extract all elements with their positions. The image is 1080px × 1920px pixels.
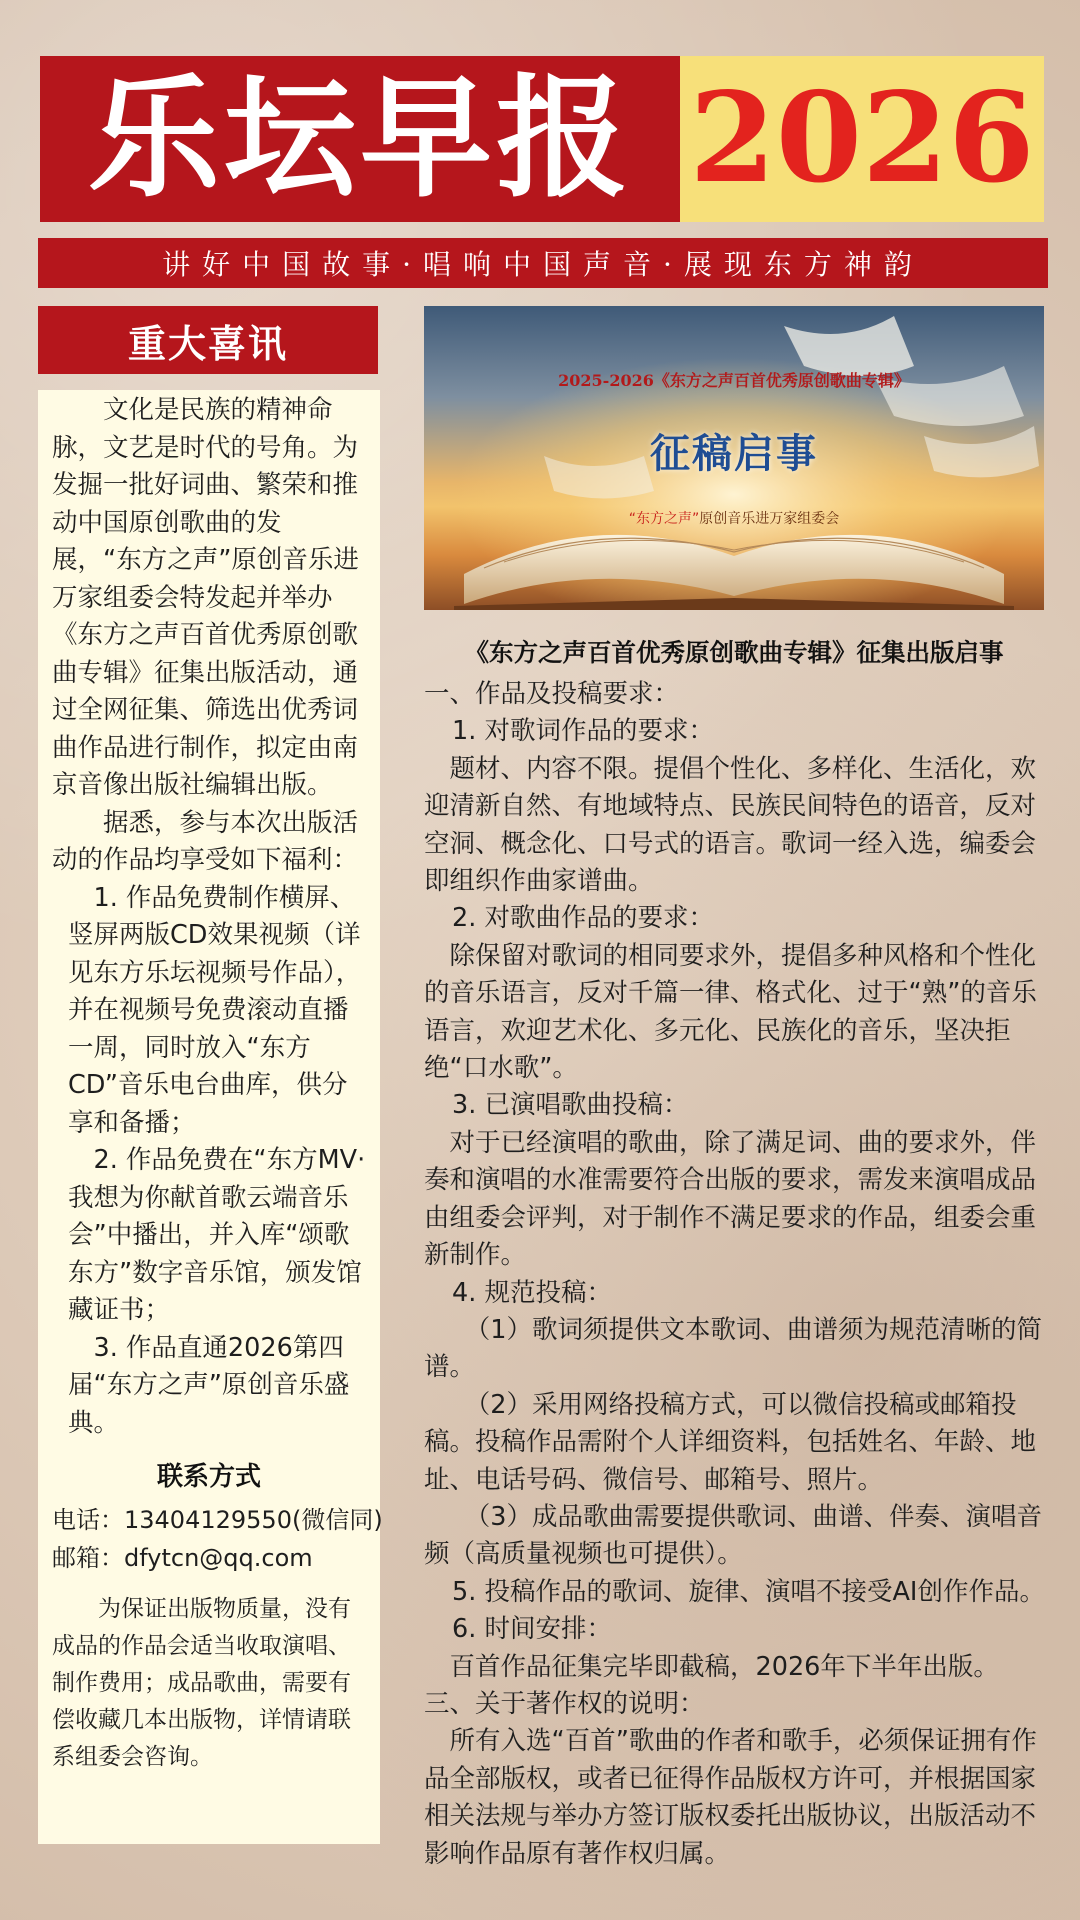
subsection-heading: 3. 已演唱歌曲投稿： (452, 1090, 689, 1121)
subsection-body: 除保留对歌词的相同要求外，提倡多种风格和个性化的音乐语言，反对千篇一律、格式化、过于“熟”的音乐语言，欢迎艺术化、多元化、民族化的音乐，坚决拒绝“口水歌”。 (424, 940, 1037, 1084)
fee-note: 为保证出版物质量，没有成品的作品会适当收取演唱、制作费用；成品歌曲，需要有偿收藏几本出版物，详情请联系组委会咨询。 (52, 1596, 351, 1770)
left-section-header (38, 306, 378, 374)
benefits-intro: 据悉，参与本次出版活动的作品均享受如下福利： (52, 807, 359, 875)
intro-paragraph: 文化是民族的精神命脉，文艺是时代的号角。为发掘一批好词曲、繁荣和推动中国原创歌曲的发展，“东方之声”原创音乐进万家组委会特发起并举办《东方之声百首优秀原创歌曲专辑》征集出版活动，通过全网征集、筛选出优秀词曲作品进行制作，拟定由南京音像出版社编辑出版。 (52, 395, 359, 800)
hero-organizer-rest: 原创音乐进万家组委会 (699, 511, 840, 527)
hero-organizer (424, 508, 1044, 528)
subsection-heading: 6. 时间安排： (452, 1614, 612, 1645)
submission-rule: （3）成品歌曲需要提供歌词、曲谱、伴奏、演唱音频（高质量视频也可提供）。 (424, 1501, 1043, 1570)
masthead-year: 2026 (689, 66, 1035, 211)
masthead-title: 乐坛早报 (88, 62, 632, 216)
benefits-list (52, 880, 366, 1443)
contact-email: 邮箱：dfytcn@qq.com (52, 1544, 313, 1572)
subsection-heading: 2. 对歌曲作品的要求： (452, 903, 714, 934)
article-title: 《东方之声百首优秀原创歌曲专辑》征集出版启事 (464, 638, 1004, 667)
subsection-heading: 5. 投稿作品的歌词、旋律、演唱不接受AI创作作品。 (452, 1576, 1045, 1607)
benefit-item: 1. 作品免费制作横屏、竖屏两版CD效果视频（详见东方乐坛视频号作品），并在视频号免费滚动直播一周，同时放入“东方CD”音乐电台曲库，供分享和备播； (68, 882, 362, 1138)
left-section-header-text: 重大喜讯 (127, 320, 288, 366)
contact-phone: 电话：13404129550(微信同) (52, 1506, 383, 1534)
masthead-title-block (40, 56, 680, 222)
hero-title: 征稿启事 (650, 430, 818, 477)
slogan-text: 讲好中国故事·唱响中国声音·展现东方神韵 (162, 248, 924, 281)
benefit-item: 3. 作品直通2026第四届“东方之声”原创音乐盛典。 (68, 1332, 350, 1438)
article-body (424, 676, 1048, 1873)
benefit-item: 2. 作品免费在“东方MV·我想为你献首歌云端音乐会”中播出，并入库“颂歌东方”数字音乐馆，颁发馆藏证书； (68, 1145, 366, 1325)
contact-title: 联系方式 (156, 1462, 261, 1492)
section-heading: 一、作品及投稿要求： (424, 679, 680, 709)
hero-organizer-quoted: “东方之声” (628, 511, 700, 527)
subsection-heading: 4. 规范投稿： (452, 1277, 612, 1308)
subsection-heading: 1. 对歌词作品的要求： (452, 716, 714, 747)
subsection-body: 对于已经演唱的歌曲，除了满足词、曲的要求外，伴奏和演唱的水准需要符合出版的要求，需发来演唱成品由组委会评判，对于制作不满足要求的作品，组委会重新制作。 (424, 1127, 1037, 1271)
subsection-body: 题材、内容不限。提倡个性化、多样化、生活化，欢迎清新自然、有地域特点、民族民间特色的语音，反对空洞、概念化、口号式的语言。歌词一经入选，编委会即组织作曲家谱曲。 (424, 753, 1037, 897)
hero-topline: 2025-2026《东方之声百首优秀原创歌曲专辑》 (558, 371, 910, 390)
masthead-year-block (680, 56, 1044, 222)
announcement-panel (38, 390, 383, 1844)
submission-rule: （2）采用网络投稿方式，可以微信投稿或邮箱投稿。投稿作品需附个人详细资料，包括姓名、年龄、地址、电话号码、微信号、邮箱号、照片。 (424, 1389, 1037, 1495)
section-body: 所有入选“百首”歌曲的作者和歌手，必须保证拥有作品全部版权，或者已征得作品版权方许可，并根据国家相关法规与举办方签订版权委托出版协议，出版活动不影响作品原有著作权归属。 (424, 1726, 1037, 1869)
slogan-bar (38, 238, 1048, 288)
hero-banner-image (424, 306, 1044, 610)
section-heading: 三、关于著作权的说明： (424, 1688, 705, 1719)
subsection-body: 百首作品征集完毕即截稿，2026年下半年出版。 (449, 1651, 999, 1682)
submission-rule: （1）歌词须提供文本歌词、曲谱须为规范清晰的简谱。 (424, 1314, 1043, 1383)
